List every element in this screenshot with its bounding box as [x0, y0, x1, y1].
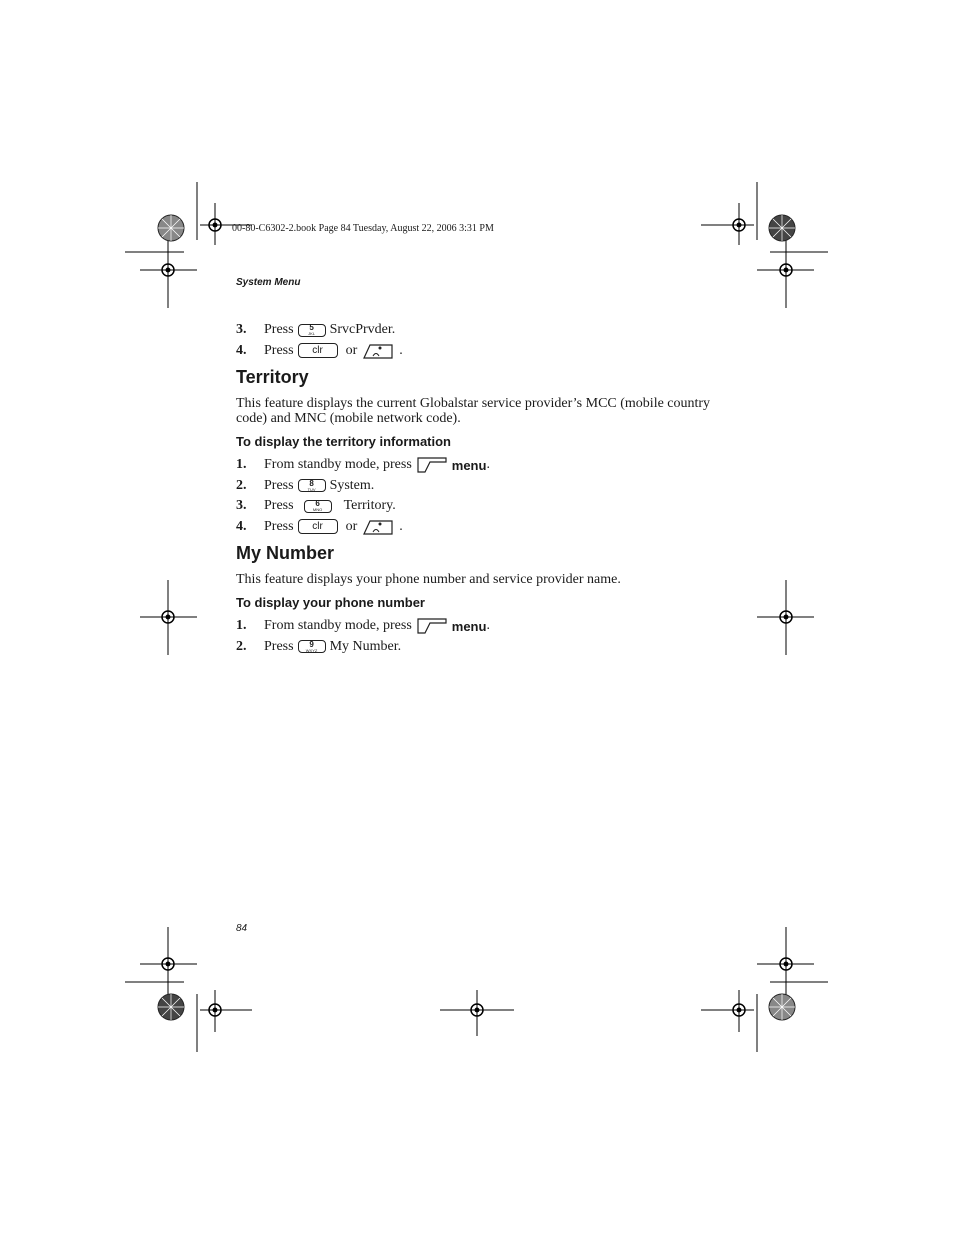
- step-number: 3.: [236, 322, 247, 338]
- step-number: 1.: [236, 618, 247, 634]
- territory-description: This feature displays the current Globalstar service provider’s MCC (mobile country code) and MNC (mobile network code).: [236, 396, 711, 426]
- end-key-icon: [361, 518, 395, 536]
- step: [236, 517, 726, 538]
- step: [236, 476, 726, 497]
- softkey-icon: [416, 456, 448, 474]
- step-target: System.: [329, 477, 375, 493]
- print-info: 00-80-C6302-2.book Page 84 Tuesday, August 22, 2006 3:31 PM: [232, 223, 494, 234]
- step-text: Press: [264, 518, 294, 534]
- territory-subheading: To display the territory information: [236, 434, 452, 449]
- or-text: or: [345, 518, 358, 534]
- step-number: 4.: [236, 342, 247, 358]
- step-text: From standby mode, press: [264, 457, 412, 473]
- step: [236, 637, 726, 658]
- step-number: 2.: [236, 477, 247, 493]
- step-number: 4.: [236, 518, 247, 534]
- running-head: System Menu: [236, 277, 301, 288]
- step-punct: .: [486, 457, 490, 473]
- step-text: Press: [264, 638, 294, 654]
- step-number: 1.: [236, 457, 247, 473]
- menu-label: menu: [451, 457, 487, 473]
- step: [236, 320, 726, 341]
- section-heading-territory: Territory: [236, 367, 309, 387]
- my-number-subheading: To display your phone number: [236, 595, 425, 610]
- key-5-icon: 5 JKL: [298, 324, 326, 337]
- page-content: [236, 320, 726, 657]
- page-number: 84: [236, 923, 248, 934]
- step-target: .: [399, 342, 403, 358]
- step: [236, 455, 726, 476]
- softkey-icon: [416, 617, 448, 635]
- step-number: 2.: [236, 638, 247, 654]
- key-6-icon: 6 MNO: [304, 500, 332, 513]
- step-text: Press: [264, 342, 294, 358]
- step-target: Territory.: [343, 498, 396, 514]
- step-text: Press: [264, 498, 294, 514]
- step-punct: .: [486, 618, 490, 634]
- step-number: 3.: [236, 498, 247, 514]
- key-9-icon: 9 WXYZ: [298, 640, 326, 653]
- clr-key-icon: clr: [298, 343, 338, 358]
- step-target: .: [399, 518, 403, 534]
- or-text: or: [345, 342, 358, 358]
- step-target: SrvcPrvder.: [329, 322, 396, 338]
- key-8-icon: 8 TUV: [298, 479, 326, 492]
- step: [236, 341, 726, 362]
- section-heading-my-number: My Number: [236, 543, 335, 563]
- step-text: Press: [264, 322, 294, 338]
- clr-key-icon: clr: [298, 519, 338, 534]
- step-target: My Number.: [329, 638, 402, 654]
- step-text: From standby mode, press: [264, 618, 412, 634]
- my-number-description: This feature displays your phone number and service provider name.: [236, 572, 621, 587]
- step: [236, 496, 726, 517]
- menu-label: menu: [451, 618, 487, 634]
- step-text: Press: [264, 477, 294, 493]
- end-key-icon: [361, 342, 395, 360]
- step: [236, 616, 726, 637]
